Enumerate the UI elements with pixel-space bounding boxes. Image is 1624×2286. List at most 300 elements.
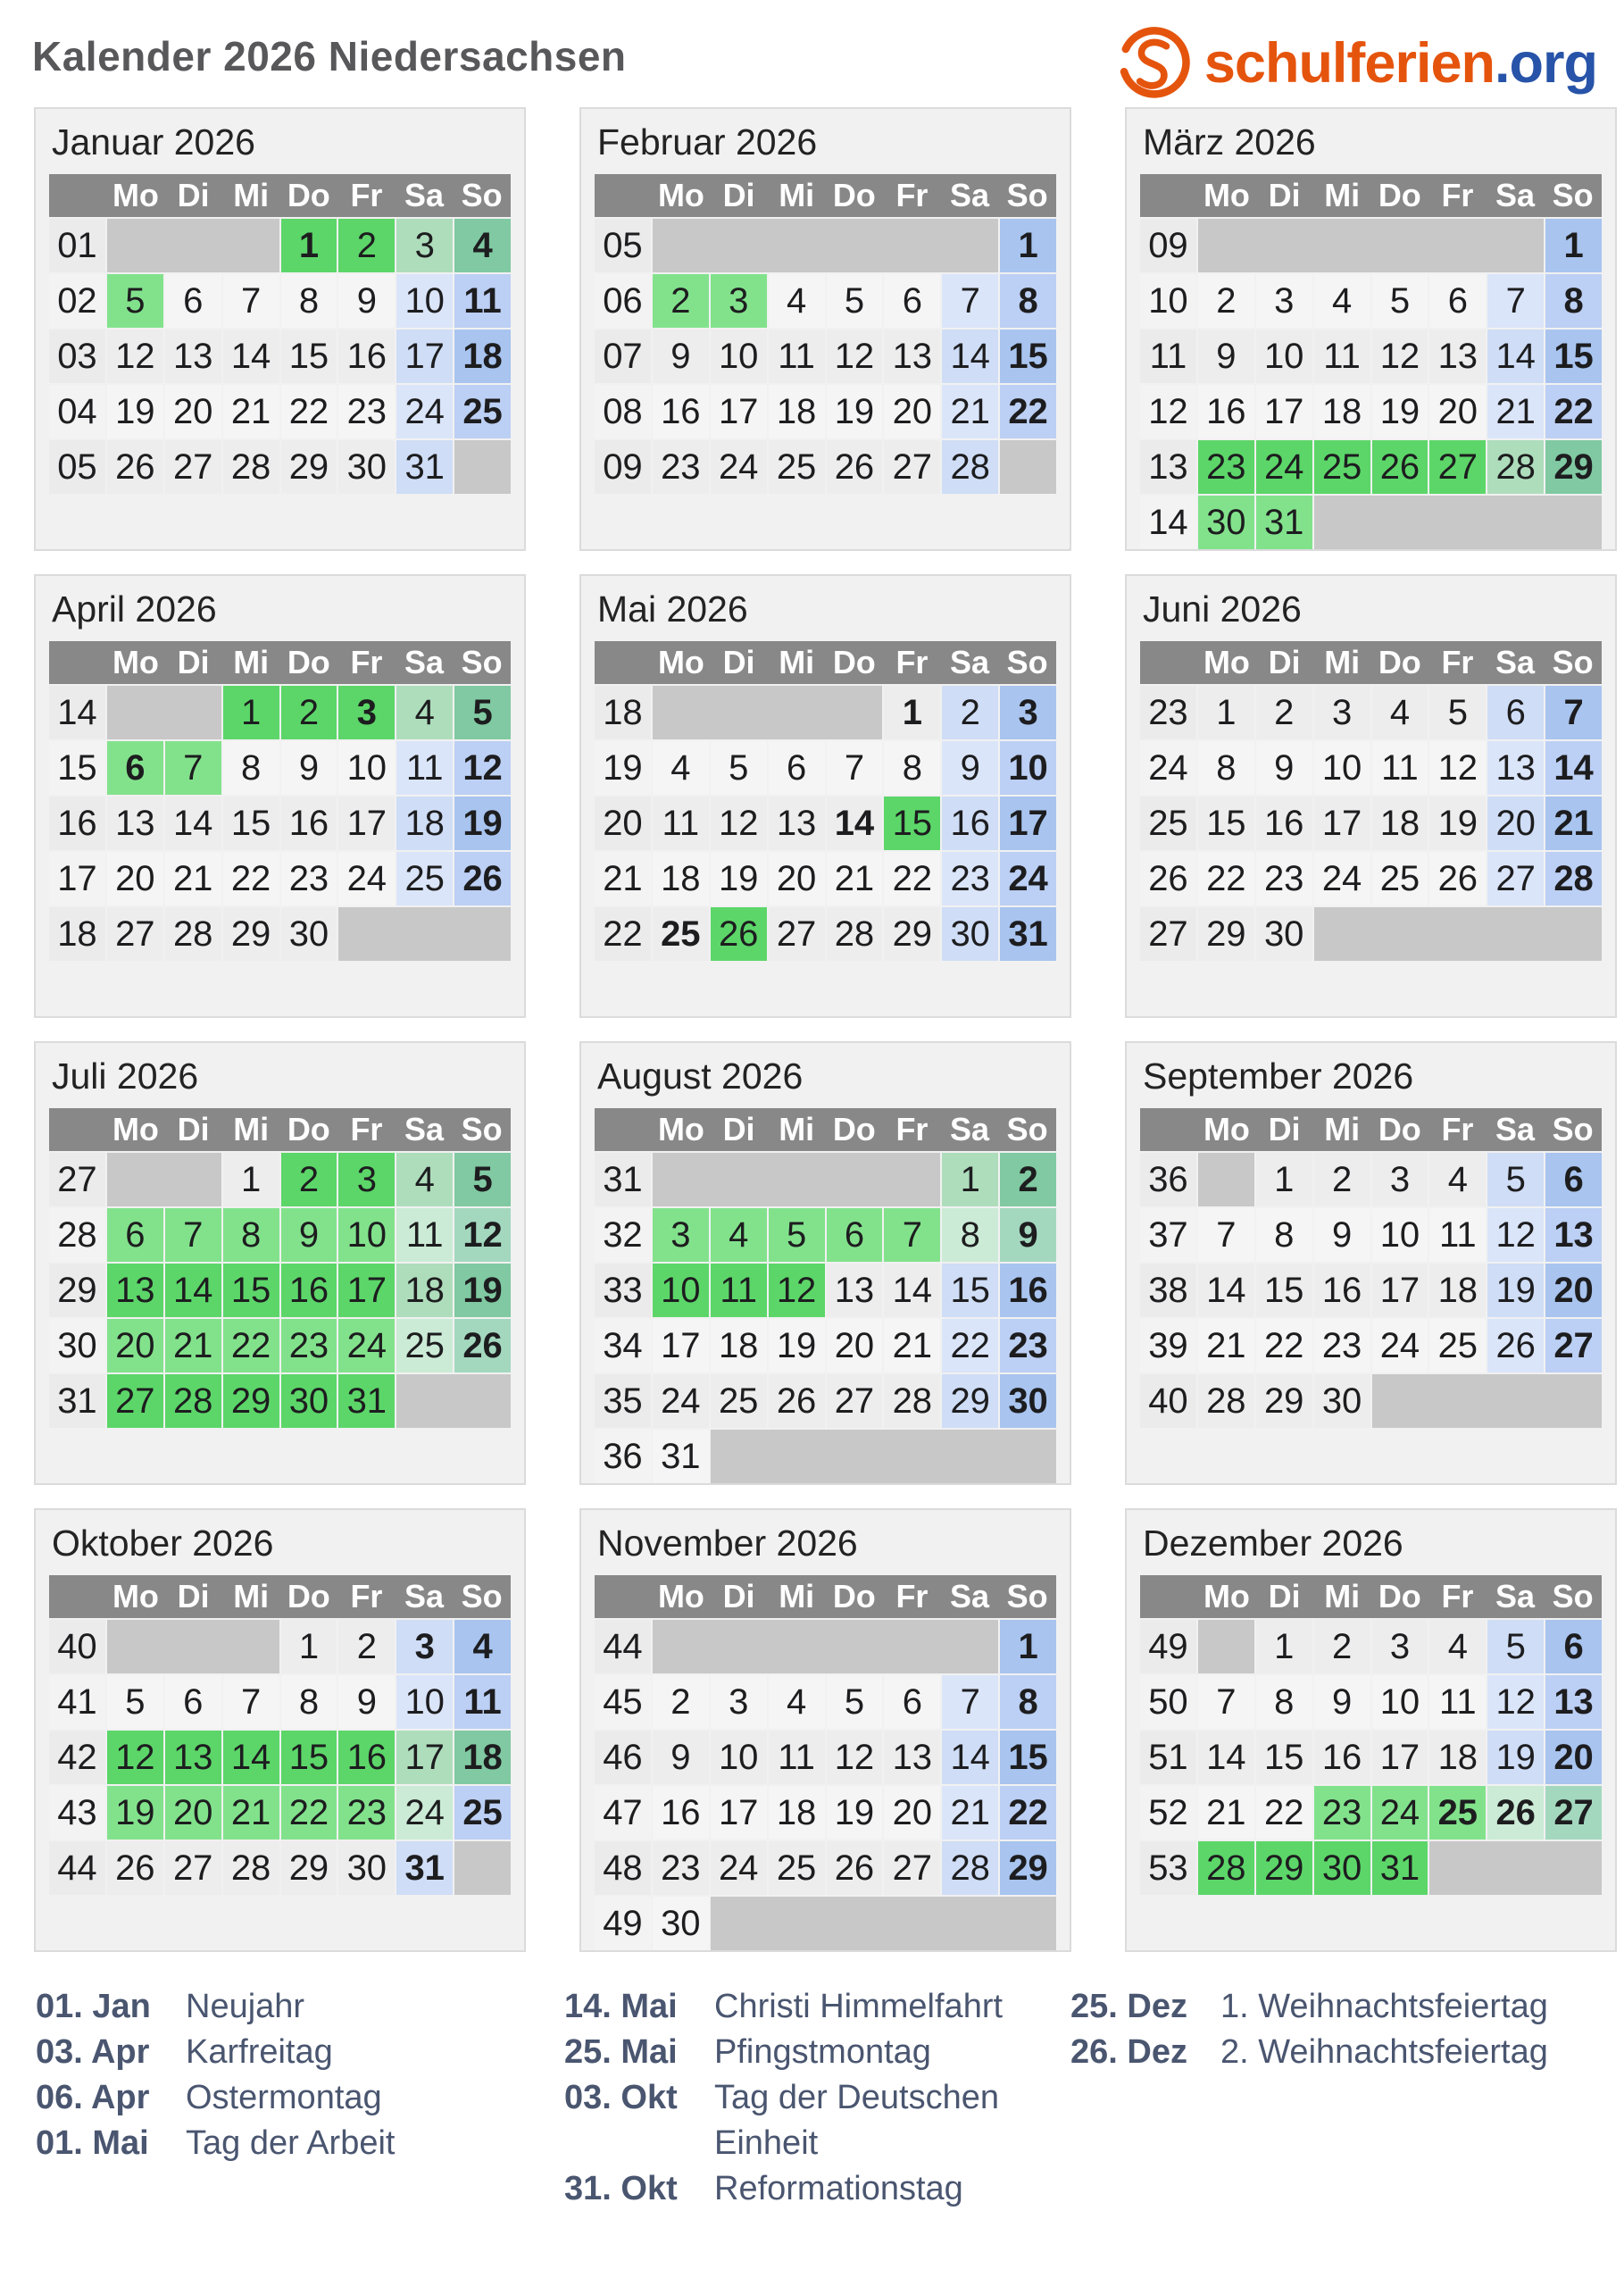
month-block — [34, 574, 526, 1018]
month-title: Februar 2026 — [597, 121, 818, 163]
day-cell: 12 — [1429, 741, 1486, 795]
day-cell: 7 — [1198, 1675, 1254, 1729]
day-cell: 2 — [942, 686, 998, 739]
week-number-cell: 31 — [49, 1374, 105, 1428]
day-cell: 22 — [1000, 1786, 1056, 1840]
day-cell: 19 — [711, 852, 767, 905]
day-cell: 1 — [1000, 219, 1056, 272]
day-cell: 20 — [1429, 385, 1486, 438]
day-cell: 29 — [1198, 907, 1254, 961]
school-holiday-cell: 1 — [223, 686, 279, 739]
day-header-label: Mo — [1203, 1578, 1250, 1614]
empty-day-cell — [1429, 1841, 1602, 1895]
day-header-label: Di — [1268, 1578, 1301, 1614]
day-header-label: Fr — [1441, 177, 1474, 213]
day-cell: 17 — [711, 1786, 767, 1840]
day-cell: 25 — [396, 852, 453, 905]
day-cell: 9 — [338, 1675, 395, 1729]
legend-holiday-name: Neujahr — [186, 1988, 305, 2025]
week-number-cell: 23 — [1140, 686, 1196, 739]
school-holiday-cell: 11 — [396, 1208, 453, 1262]
week-row — [595, 797, 1056, 850]
day-cell: 1 — [1256, 1620, 1312, 1673]
week-number-header — [595, 1108, 653, 1151]
week-number-cell: 44 — [49, 1841, 105, 1895]
day-cell: 10 — [1314, 741, 1370, 795]
day-header-label: Mi — [779, 1578, 815, 1614]
school-holiday-cell: 4 — [396, 686, 453, 739]
day-cell: 30 — [1000, 1374, 1056, 1428]
day-cell: 13 — [884, 330, 940, 383]
day-cell: 16 — [653, 385, 709, 438]
empty-day-cell — [454, 440, 511, 494]
day-cell: 21 — [827, 852, 883, 905]
legend-holiday-name: Tag der Deutschen Einheit — [714, 2079, 999, 2162]
week-number-cell: 04 — [49, 385, 105, 438]
month-block — [1125, 1508, 1617, 1952]
day-cell: 25 — [769, 440, 825, 494]
day-cell: 6 — [884, 274, 940, 328]
week-row — [1140, 907, 1602, 961]
week-row — [595, 852, 1056, 905]
month-title: November 2026 — [597, 1523, 858, 1564]
week-row — [595, 385, 1056, 438]
school-holiday-cell: 27 — [1545, 1786, 1602, 1840]
school-holiday-cell: 29 — [1256, 1841, 1312, 1895]
public-holiday-cell: 31 — [396, 1841, 453, 1895]
week-number-cell: 02 — [49, 274, 105, 328]
school-holiday-cell: 24 — [338, 1319, 395, 1372]
day-header-label: Di — [1268, 1111, 1301, 1147]
week-number-cell: 08 — [595, 385, 651, 438]
day-cell: 11 — [1314, 330, 1370, 383]
school-holiday-cell: 9 — [1000, 1208, 1056, 1262]
month-block — [579, 1041, 1071, 1485]
day-header-label: Fr — [350, 1578, 383, 1614]
week-row — [49, 274, 511, 328]
empty-day-cell — [653, 1153, 940, 1206]
day-cell: 17 — [396, 330, 453, 383]
day-cell: 24 — [711, 1841, 767, 1895]
day-header-label: Do — [287, 1578, 330, 1614]
day-cell: 6 — [884, 1675, 940, 1729]
week-number-cell: 38 — [1140, 1264, 1196, 1317]
school-holiday-cell: 11 — [711, 1264, 767, 1317]
day-cell: 25 — [1372, 852, 1428, 905]
day-cell: 11 — [1372, 741, 1428, 795]
day-cell: 29 — [281, 1841, 337, 1895]
day-cell: 29 — [1256, 1374, 1312, 1428]
empty-day-cell — [454, 1841, 511, 1895]
day-cell: 8 — [281, 1675, 337, 1729]
legend-date: 14. Mai — [564, 1988, 678, 2025]
week-row — [49, 1786, 511, 1840]
day-header-label: Fr — [1441, 1111, 1474, 1147]
day-cell: 2 — [338, 1620, 395, 1673]
day-cell: 29 — [223, 907, 279, 961]
public-holiday-cell: 14 — [827, 797, 883, 850]
day-cell: 19 — [1372, 385, 1428, 438]
week-row — [1140, 330, 1602, 383]
day-cell: 18 — [769, 385, 825, 438]
week-number-cell: 21 — [595, 852, 651, 905]
week-number-cell: 09 — [595, 440, 651, 494]
week-row — [1140, 686, 1602, 739]
week-number-cell: 18 — [595, 686, 651, 739]
day-cell: 22 — [942, 1319, 998, 1372]
day-cell: 27 — [1487, 852, 1544, 905]
day-cell: 3 — [1314, 686, 1370, 739]
week-number-cell: 53 — [1140, 1841, 1196, 1895]
week-number-cell: 41 — [49, 1675, 105, 1729]
day-cell: 19 — [107, 385, 163, 438]
week-row — [49, 1319, 511, 1372]
day-header-label: So — [1006, 1578, 1048, 1614]
day-header-label: Fr — [350, 177, 383, 213]
day-cell: 23 — [653, 440, 709, 494]
day-cell: 22 — [281, 385, 337, 438]
day-cell: 16 — [338, 330, 395, 383]
school-holiday-cell: 23 — [1314, 1786, 1370, 1840]
day-header-label: Sa — [950, 1578, 990, 1614]
day-cell: 25 — [454, 385, 511, 438]
day-header-label: So — [461, 644, 503, 680]
day-cell: 4 — [1372, 686, 1428, 739]
day-cell: 21 — [1198, 1786, 1254, 1840]
day-cell: 27 — [884, 440, 940, 494]
day-cell: 28 — [223, 1841, 279, 1895]
legend-column — [36, 1984, 564, 2166]
day-header-label: Do — [1378, 177, 1421, 213]
page-title: Kalender 2026 Niedersachsen — [32, 33, 627, 79]
day-header-label: Sa — [1495, 644, 1536, 680]
week-row — [1140, 1208, 1602, 1262]
school-holiday-cell: 2 — [281, 1153, 337, 1206]
day-cell: 19 — [454, 797, 511, 850]
day-cell: 18 — [1429, 1731, 1486, 1784]
day-cell: 15 — [1256, 1264, 1312, 1317]
day-cell: 3 — [1256, 274, 1312, 328]
day-cell: 19 — [1487, 1731, 1544, 1784]
day-cell: 13 — [884, 1731, 940, 1784]
school-holiday-cell: 12 — [454, 1208, 511, 1262]
day-cell: 8 — [1256, 1675, 1312, 1729]
school-holiday-cell: 7 — [884, 1208, 940, 1262]
day-header-label: Mi — [233, 644, 270, 680]
day-cell: 14 — [223, 330, 279, 383]
school-holiday-cell: 31 — [338, 1374, 395, 1428]
day-header-label: Sa — [404, 1111, 445, 1147]
day-cell: 24 — [711, 440, 767, 494]
day-cell: 5 — [827, 1675, 883, 1729]
week-row — [1140, 440, 1602, 494]
day-cell: 10 — [1256, 330, 1312, 383]
day-cell: 19 — [827, 385, 883, 438]
day-cell: 13 — [827, 1264, 883, 1317]
school-holiday-cell: 27 — [107, 1374, 163, 1428]
day-cell: 25 — [769, 1841, 825, 1895]
day-cell: 8 — [1256, 1208, 1312, 1262]
day-header-row — [1140, 641, 1602, 684]
day-header-label: Sa — [950, 1111, 990, 1147]
week-number-cell: 39 — [1140, 1319, 1196, 1372]
week-number-cell: 45 — [595, 1675, 651, 1729]
day-cell: 30 — [1256, 907, 1312, 961]
school-holiday-cell: 12 — [107, 1731, 163, 1784]
week-row — [595, 907, 1056, 961]
day-header-label: So — [1006, 644, 1048, 680]
empty-day-cell — [711, 1897, 1056, 1950]
day-header-label: Do — [832, 644, 876, 680]
day-header-label: Mo — [1203, 177, 1250, 213]
day-cell: 8 — [884, 741, 940, 795]
week-number-cell: 49 — [595, 1897, 651, 1950]
day-header-label: Di — [177, 1111, 210, 1147]
legend-date: 25. Mai — [564, 2033, 678, 2071]
school-holiday-cell: 7 — [165, 741, 221, 795]
week-row — [49, 1208, 511, 1262]
day-header-label: Fr — [350, 1111, 383, 1147]
school-holiday-cell: 30 — [1314, 1841, 1370, 1895]
day-cell: 4 — [1429, 1153, 1486, 1206]
month-table — [47, 1573, 512, 1897]
day-cell: 10 — [711, 1731, 767, 1784]
school-holiday-cell: 13 — [165, 1731, 221, 1784]
week-row — [595, 1841, 1056, 1895]
day-cell: 14 — [1487, 330, 1544, 383]
legend-holiday-name: Tag der Arbeit — [186, 2124, 396, 2162]
day-cell: 4 — [769, 274, 825, 328]
day-cell: 13 — [769, 797, 825, 850]
brand-name: schulferien — [1203, 31, 1495, 95]
day-cell: 6 — [165, 1675, 221, 1729]
day-header-label: So — [461, 1111, 503, 1147]
empty-day-cell — [653, 686, 883, 739]
day-cell: 2 — [1256, 686, 1312, 739]
week-number-cell: 13 — [1140, 440, 1196, 494]
day-cell: 30 — [338, 1841, 395, 1895]
day-cell: 14 — [1198, 1731, 1254, 1784]
school-holiday-cell: 19 — [454, 1264, 511, 1317]
day-header-label: Di — [1268, 177, 1301, 213]
school-holiday-cell: 31 — [1372, 1841, 1428, 1895]
day-header-label: Do — [287, 644, 330, 680]
empty-day-cell — [107, 1620, 279, 1673]
legend-holiday-name: Christi Himmelfahrt — [714, 1988, 1004, 2025]
day-header-label: Do — [1378, 1111, 1421, 1147]
day-cell: 9 — [281, 741, 337, 795]
day-cell: 27 — [165, 1841, 221, 1895]
day-header-row — [595, 1575, 1056, 1618]
week-row — [49, 1153, 511, 1206]
day-cell: 11 — [653, 797, 709, 850]
day-cell: 12 — [711, 797, 767, 850]
public-holiday-cell: 25 — [1429, 1786, 1486, 1840]
day-cell: 21 — [884, 1319, 940, 1372]
day-cell: 14 — [1545, 741, 1602, 795]
holiday-legend — [36, 1984, 1624, 2212]
week-number-cell: 31 — [595, 1153, 651, 1206]
day-header-label: Di — [722, 177, 755, 213]
day-cell: 24 — [396, 385, 453, 438]
day-header-label: Mi — [1324, 1578, 1361, 1614]
day-cell: 12 — [1487, 1208, 1544, 1262]
day-cell: 17 — [711, 385, 767, 438]
week-row — [1140, 1786, 1602, 1840]
week-number-cell: 03 — [49, 330, 105, 383]
legend-holiday-name: Karfreitag — [186, 2033, 333, 2071]
day-cell: 5 — [1487, 1620, 1544, 1673]
month-title: August 2026 — [597, 1055, 804, 1097]
week-number-cell: 44 — [595, 1620, 651, 1673]
school-holiday-cell: 15 — [884, 797, 940, 850]
day-cell: 3 — [1000, 686, 1056, 739]
day-header-row — [1140, 1108, 1602, 1151]
day-cell: 4 — [1429, 1620, 1486, 1673]
day-cell: 21 — [942, 1786, 998, 1840]
school-holiday-cell: 4 — [711, 1208, 767, 1262]
day-cell: 22 — [1256, 1786, 1312, 1840]
day-cell: 21 — [1545, 797, 1602, 850]
week-row — [1140, 852, 1602, 905]
week-row — [595, 1319, 1056, 1372]
day-cell: 18 — [396, 797, 453, 850]
day-cell: 9 — [653, 330, 709, 383]
school-holiday-cell: 16 — [338, 1731, 395, 1784]
day-cell: 22 — [1256, 1319, 1312, 1372]
school-holiday-cell: 2 — [653, 274, 709, 328]
school-holiday-cell: 28 — [1487, 440, 1544, 494]
day-cell: 28 — [942, 440, 998, 494]
day-cell: 24 — [1372, 1319, 1428, 1372]
day-cell: 16 — [1000, 1264, 1056, 1317]
day-cell: 5 — [1429, 686, 1486, 739]
week-number-cell: 35 — [595, 1374, 651, 1428]
day-header-label: Di — [722, 644, 755, 680]
empty-day-cell — [1198, 219, 1544, 272]
day-header-label: Do — [287, 1111, 330, 1147]
day-cell: 26 — [107, 1841, 163, 1895]
day-cell: 1 — [1545, 219, 1602, 272]
day-header-label: Sa — [950, 177, 990, 213]
day-cell: 19 — [1429, 797, 1486, 850]
school-holiday-cell: 24 — [396, 1786, 453, 1840]
day-cell: 23 — [1314, 1319, 1370, 1372]
day-cell: 7 — [942, 274, 998, 328]
day-cell: 9 — [1314, 1208, 1370, 1262]
week-row — [1140, 1374, 1602, 1428]
empty-day-cell — [1372, 1374, 1603, 1428]
day-cell: 23 — [1000, 1319, 1056, 1372]
day-header-label: Mi — [1324, 1111, 1361, 1147]
school-holiday-cell: 21 — [165, 1319, 221, 1372]
legend-date: 26. Dez — [1070, 2033, 1187, 2071]
day-cell: 6 — [769, 741, 825, 795]
day-cell: 11 — [769, 330, 825, 383]
school-holiday-cell: 12 — [769, 1264, 825, 1317]
public-holiday-cell: 1 — [884, 686, 940, 739]
day-header-label: Mo — [657, 1111, 704, 1147]
week-row — [595, 1430, 1056, 1483]
school-holiday-cell: 18 — [396, 1264, 453, 1317]
month-title: Oktober 2026 — [52, 1523, 274, 1564]
public-holiday-cell: 6 — [107, 741, 163, 795]
school-holiday-cell: 10 — [653, 1264, 709, 1317]
legend-holiday-name: Pfingstmontag — [714, 2033, 931, 2071]
day-cell: 14 — [942, 330, 998, 383]
day-cell: 12 — [827, 1731, 883, 1784]
school-holiday-cell: 10 — [338, 1208, 395, 1262]
week-row — [595, 686, 1056, 739]
week-number-cell: 14 — [1140, 496, 1196, 549]
day-cell: 22 — [884, 852, 940, 905]
school-holiday-cell: 30 — [1198, 496, 1254, 549]
school-holiday-cell: 15 — [281, 1731, 337, 1784]
day-cell: 21 — [942, 385, 998, 438]
week-number-cell: 05 — [595, 219, 651, 272]
day-header-label: So — [461, 177, 503, 213]
month-block — [1125, 107, 1617, 551]
day-cell: 28 — [884, 1374, 940, 1428]
day-cell: 18 — [1372, 797, 1428, 850]
legend-date: 03. Okt — [564, 2079, 678, 2116]
day-header-label: Mo — [112, 1578, 159, 1614]
day-cell: 26 — [107, 440, 163, 494]
day-header-row — [1140, 174, 1602, 217]
day-cell: 30 — [338, 440, 395, 494]
schulferien-logo[interactable] — [1113, 20, 1597, 106]
day-cell: 1 — [1256, 1153, 1312, 1206]
day-cell: 10 — [711, 330, 767, 383]
day-cell: 29 — [281, 440, 337, 494]
week-row — [49, 1731, 511, 1784]
day-cell: 18 — [653, 852, 709, 905]
day-header-label: Sa — [404, 177, 445, 213]
week-row — [49, 852, 511, 905]
school-holiday-cell: 25 — [1314, 440, 1370, 494]
day-header-label: Do — [832, 1578, 876, 1614]
week-row — [49, 741, 511, 795]
week-row — [1140, 1620, 1602, 1673]
legend-column — [564, 1984, 1070, 2212]
page-header — [0, 0, 1624, 104]
day-cell: 17 — [1372, 1731, 1428, 1784]
day-cell: 23 — [1256, 852, 1312, 905]
week-number-cell: 43 — [49, 1786, 105, 1840]
day-cell: 3 — [1372, 1620, 1428, 1673]
day-header-label: So — [1552, 644, 1594, 680]
legend-row — [36, 1984, 564, 2030]
day-cell: 15 — [281, 330, 337, 383]
day-cell: 20 — [1487, 797, 1544, 850]
school-holiday-cell: 5 — [454, 1153, 511, 1206]
school-holiday-cell: 26 — [711, 907, 767, 961]
week-number-cell: 14 — [49, 686, 105, 739]
day-cell: 27 — [769, 907, 825, 961]
day-header-label: So — [1006, 177, 1048, 213]
day-cell: 10 — [1372, 1208, 1428, 1262]
week-row — [49, 1264, 511, 1317]
day-header-label: Mi — [233, 1111, 270, 1147]
week-number-cell: 06 — [595, 274, 651, 328]
day-header-label: Di — [1268, 644, 1301, 680]
school-holiday-cell: 24 — [1256, 440, 1312, 494]
school-holiday-cell: 3 — [653, 1208, 709, 1262]
day-cell: 23 — [338, 385, 395, 438]
week-number-header — [1140, 1108, 1198, 1151]
empty-day-cell — [1314, 496, 1602, 549]
day-cell: 12 — [107, 330, 163, 383]
